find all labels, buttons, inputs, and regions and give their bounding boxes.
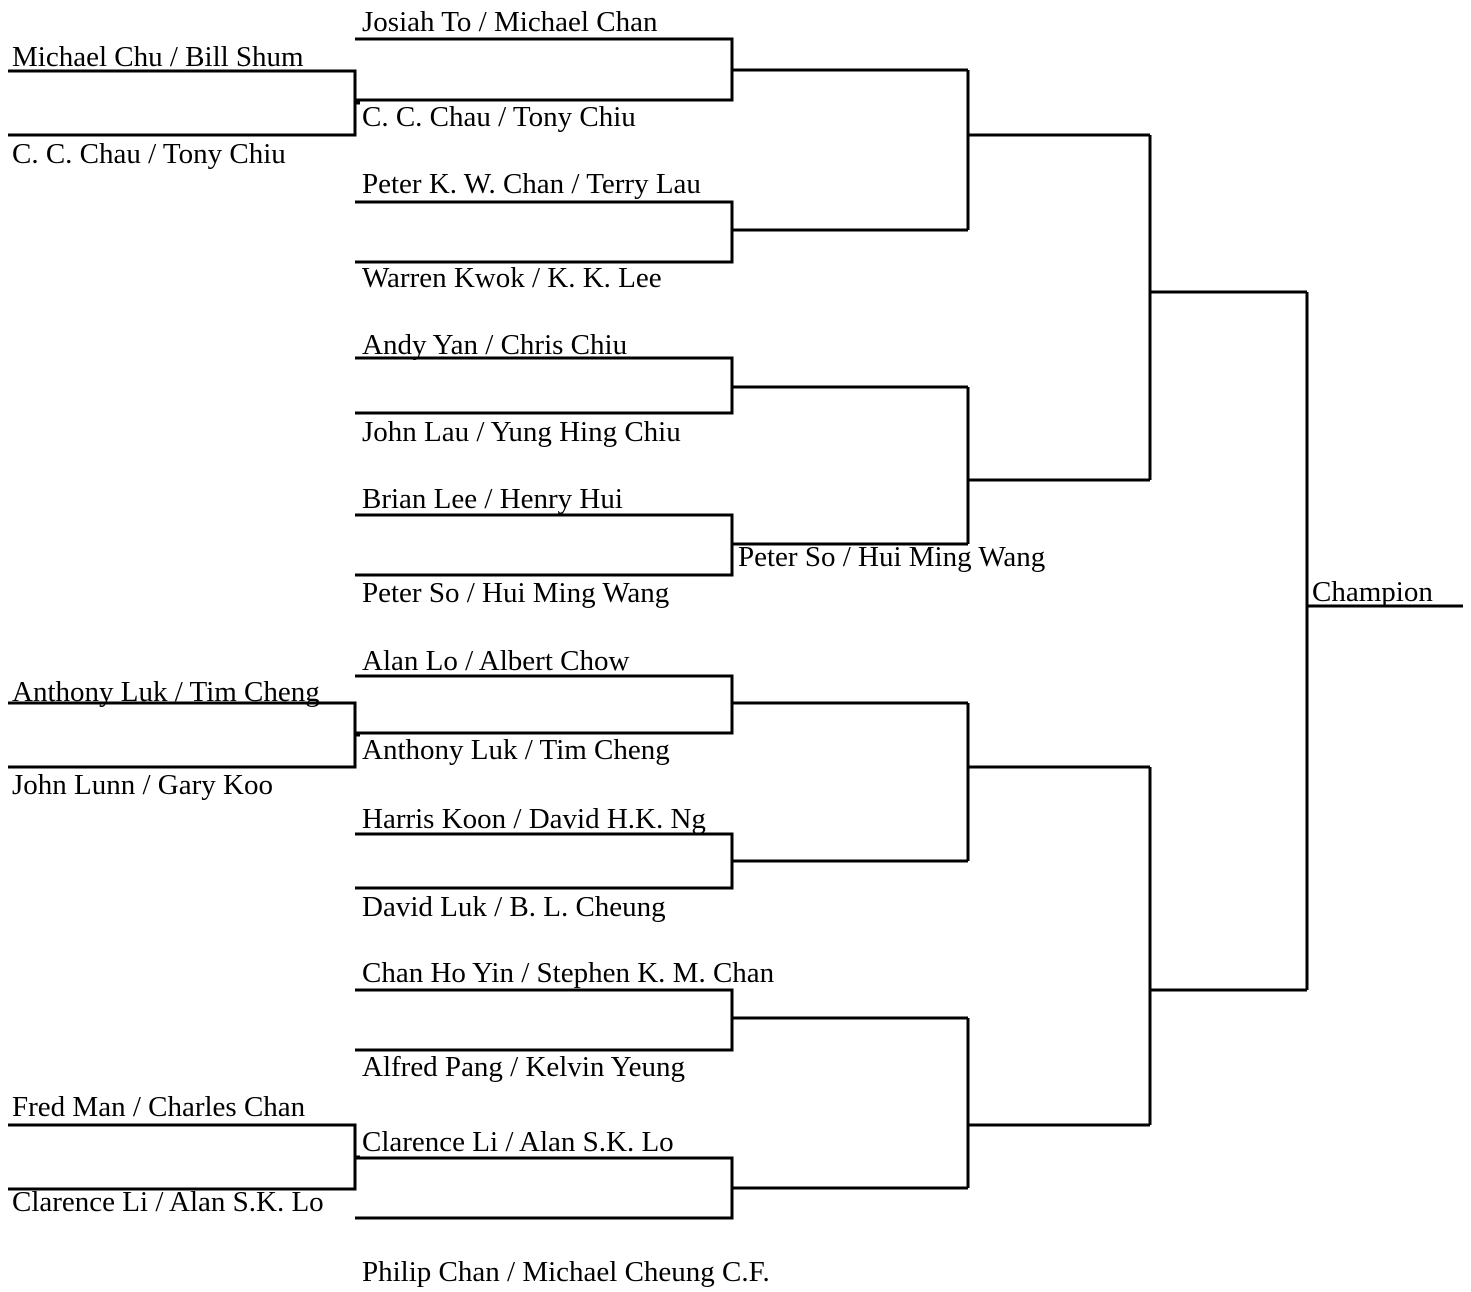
round1-match-6-connector	[355, 834, 968, 888]
round1-team-label: Josiah To / Michael Chan	[362, 6, 658, 38]
round2-match-1-connector	[968, 70, 1150, 230]
round1-team-label: Alan Lo / Albert Chow	[362, 645, 630, 677]
round1-team-label: John Lau / Yung Hing Chiu	[362, 416, 681, 448]
round1-team-label: Clarence Li / Alan S.K. Lo	[362, 1126, 674, 1158]
round1-team-label: Brian Lee / Henry Hui	[362, 483, 623, 515]
round1-match-5-connector	[355, 676, 968, 733]
prelim-match-c-connector	[8, 1125, 360, 1189]
round1-team-label: Warren Kwok / K. K. Lee	[362, 262, 662, 294]
round1-team-label: Harris Koon / David H.K. Ng	[362, 803, 706, 835]
round1-team-label: Philip Chan / Michael Cheung C.F.	[362, 1256, 770, 1288]
prelim-team-label: John Lunn / Gary Koo	[12, 769, 273, 801]
round1-team-label: David Luk / B. L. Cheung	[362, 891, 666, 923]
prelim-team-label: Fred Man / Charles Chan	[12, 1091, 306, 1123]
round2-match-4-connector	[968, 1018, 1150, 1188]
round1-match-1-connector	[355, 39, 968, 100]
prelim-match-b-connector	[8, 703, 360, 767]
round1-match-8-connector	[355, 1158, 968, 1218]
round1-team-label: Chan Ho Yin / Stephen K. M. Chan	[362, 957, 775, 989]
semifinal-2-connector	[1150, 767, 1307, 1125]
round2-winner-label: Peter So / Hui Ming Wang	[738, 541, 1046, 573]
round1-team-label: Peter So / Hui Ming Wang	[362, 577, 670, 609]
prelim-team-label: Clarence Li / Alan S.K. Lo	[12, 1186, 324, 1218]
champion-label: Champion	[1312, 576, 1433, 608]
round1-match-2-connector	[355, 202, 968, 262]
round1-team-label: Alfred Pang / Kelvin Yeung	[362, 1051, 686, 1083]
prelim-team-label: C. C. Chau / Tony Chiu	[12, 138, 286, 170]
semifinal-1-connector	[1150, 135, 1307, 480]
prelim-team-label: Michael Chu / Bill Shum	[12, 41, 304, 73]
prelim-match-a-connector	[8, 71, 360, 135]
round1-team-label: Anthony Luk / Tim Cheng	[362, 734, 670, 766]
round2-match-3-connector	[968, 703, 1150, 861]
prelim-team-label: Anthony Luk / Tim Cheng	[12, 676, 320, 708]
round1-team-label: Peter K. W. Chan / Terry Lau	[362, 168, 701, 200]
round1-match-7-connector	[355, 990, 968, 1050]
final-connector	[1307, 292, 1463, 990]
round1-match-3-connector	[355, 358, 968, 413]
round2-match-2-connector	[968, 387, 1150, 544]
round1-team-label: C. C. Chau / Tony Chiu	[362, 101, 636, 133]
round1-team-label: Andy Yan / Chris Chiu	[362, 329, 628, 361]
